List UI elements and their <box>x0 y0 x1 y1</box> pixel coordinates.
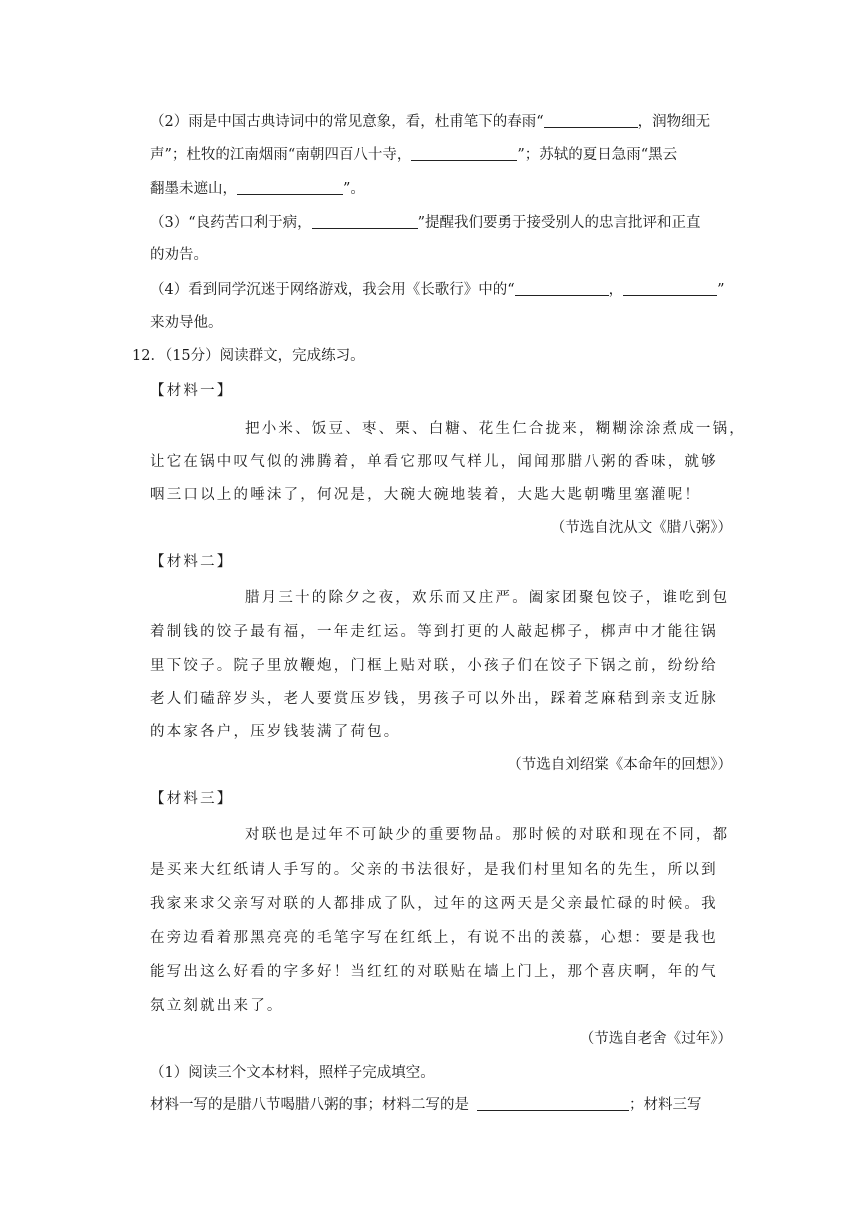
material-1-line: 咽三口以上的唾沫了，何况是，大碗大碗地装着，大匙大匙朝嘴里塞灌呢！ <box>150 487 702 503</box>
q12-sub1-text-a: 材料一写的是腊八节喝腊八粥的事；材料二写的是 <box>150 1097 469 1113</box>
answer-blank[interactable] <box>411 146 517 161</box>
material-3-line: 我家来求父亲写对联的人都排成了队，过年的这两天是父亲最忙碌的时候。我 <box>150 896 718 912</box>
answer-blank[interactable] <box>312 214 418 229</box>
material-2-line: 老人们磕辞岁头，老人要赏压岁钱，男孩子可以外出，踩着芝麻秸到亲支近脉 <box>150 691 718 707</box>
material-3-source: （节选自老舍《过年》） <box>579 1031 732 1047</box>
material-2-line: 里下饺子。院子里放鞭炮，门框上贴对联，小孩子们在饺子下锅之前，纷纷给 <box>150 658 718 674</box>
q11-part4-line1 <box>150 280 725 300</box>
material-2-source: （节选自刘绍棠《本命年的回想》） <box>507 757 732 773</box>
answer-blank[interactable] <box>237 180 343 195</box>
q11-part4-text-b: ” <box>717 282 725 298</box>
q11-part4-text-a: （4）看到同学沉迷于网络游戏，我会用《长歌行》中的“ <box>150 282 515 298</box>
material-2-line: 的本家各户，压岁钱装满了荷包。 <box>150 724 401 740</box>
q11-part3-text-a: （3）“良药苦口利于病， <box>150 215 312 231</box>
material-3-line: 对联也是过年不可缺少的重要物品。那时候的对联和现在不同，都 <box>245 827 730 843</box>
answer-blank[interactable] <box>515 281 609 296</box>
answer-blank[interactable] <box>477 1096 629 1111</box>
material-3-line: 能写出这么好看的字多好！当红红的对联贴在墙上门上，那个喜庆啊，年的气 <box>150 964 718 980</box>
material-2-label: 【材料二】 <box>150 554 234 570</box>
q11-part2-text-f: ”。 <box>343 181 365 197</box>
q11-part2-text-c: 声”；杜牧的江南烟雨“南朝四百八十寺， <box>150 147 412 163</box>
q11-part2-text-a: （2）雨是中国古典诗词中的常见意象，看，杜甫笔下的春雨“ <box>150 114 544 130</box>
q11-part2-line1 <box>150 112 710 132</box>
q11-part2-line3 <box>150 179 365 199</box>
q11-part2-text-d: ”；苏轼的夏日急雨“黑云 <box>517 147 678 163</box>
q11-part4-line2: 来劝导他。 <box>150 315 223 331</box>
q11-part3-line2: 的劝告。 <box>150 247 208 263</box>
q12-sub1-line1 <box>150 1095 702 1115</box>
q11-part2-text-e: 翻墨未遮山， <box>150 181 237 197</box>
q11-part3-text-b: ”提醒我们要勇于接受别人的忠言批评和正直 <box>417 215 701 231</box>
q12-header: 12．（15分）阅读群文，完成练习。 <box>132 348 365 364</box>
q11-part4-comma: ， <box>608 282 624 298</box>
material-3-line: 在旁边看着那黑亮亮的毛笔字写在红纸上，有说不出的羡慕，心想：要是我也 <box>150 930 718 946</box>
material-3-line: 氛立刻就出来了。 <box>150 998 284 1014</box>
material-2-line: 腊月三十的除夕之夜，欢乐而又庄严。阖家团聚包饺子，谁吃到包 <box>245 590 730 606</box>
q11-part2-line2 <box>150 145 677 165</box>
material-1-line: 把小米、饭豆、枣、栗、白糖、花生仁合拢来，糊糊涂涂煮成一锅， <box>245 421 746 437</box>
material-1-label: 【材料一】 <box>150 383 234 399</box>
q12-sub1-instruction: （1）阅读三个文本材料，照样子完成填空。 <box>150 1065 435 1081</box>
material-1-source: （节选自沈从文《腊八粥》） <box>550 520 732 536</box>
material-2-line: 着制钱的饺子最有福，一年走红运。等到打更的人敲起梆子，梆声中才能往锅 <box>150 624 718 640</box>
answer-blank[interactable] <box>544 113 638 128</box>
q12-sub1-text-b: ；材料三写 <box>629 1097 702 1113</box>
material-3-label: 【材料三】 <box>150 791 234 807</box>
q11-part3-line1 <box>150 213 701 233</box>
answer-blank[interactable] <box>623 281 717 296</box>
material-1-line: 让它在锅中叹气似的沸腾着，单看它那叹气样儿，闻闻那腊八粥的香味，就够 <box>150 454 718 470</box>
q11-part2-text-b: ，润物细无 <box>637 114 711 130</box>
material-3-line: 是买来大红纸请人手写的。父亲的书法很好，是我们村里知名的先生，所以到 <box>150 862 718 878</box>
